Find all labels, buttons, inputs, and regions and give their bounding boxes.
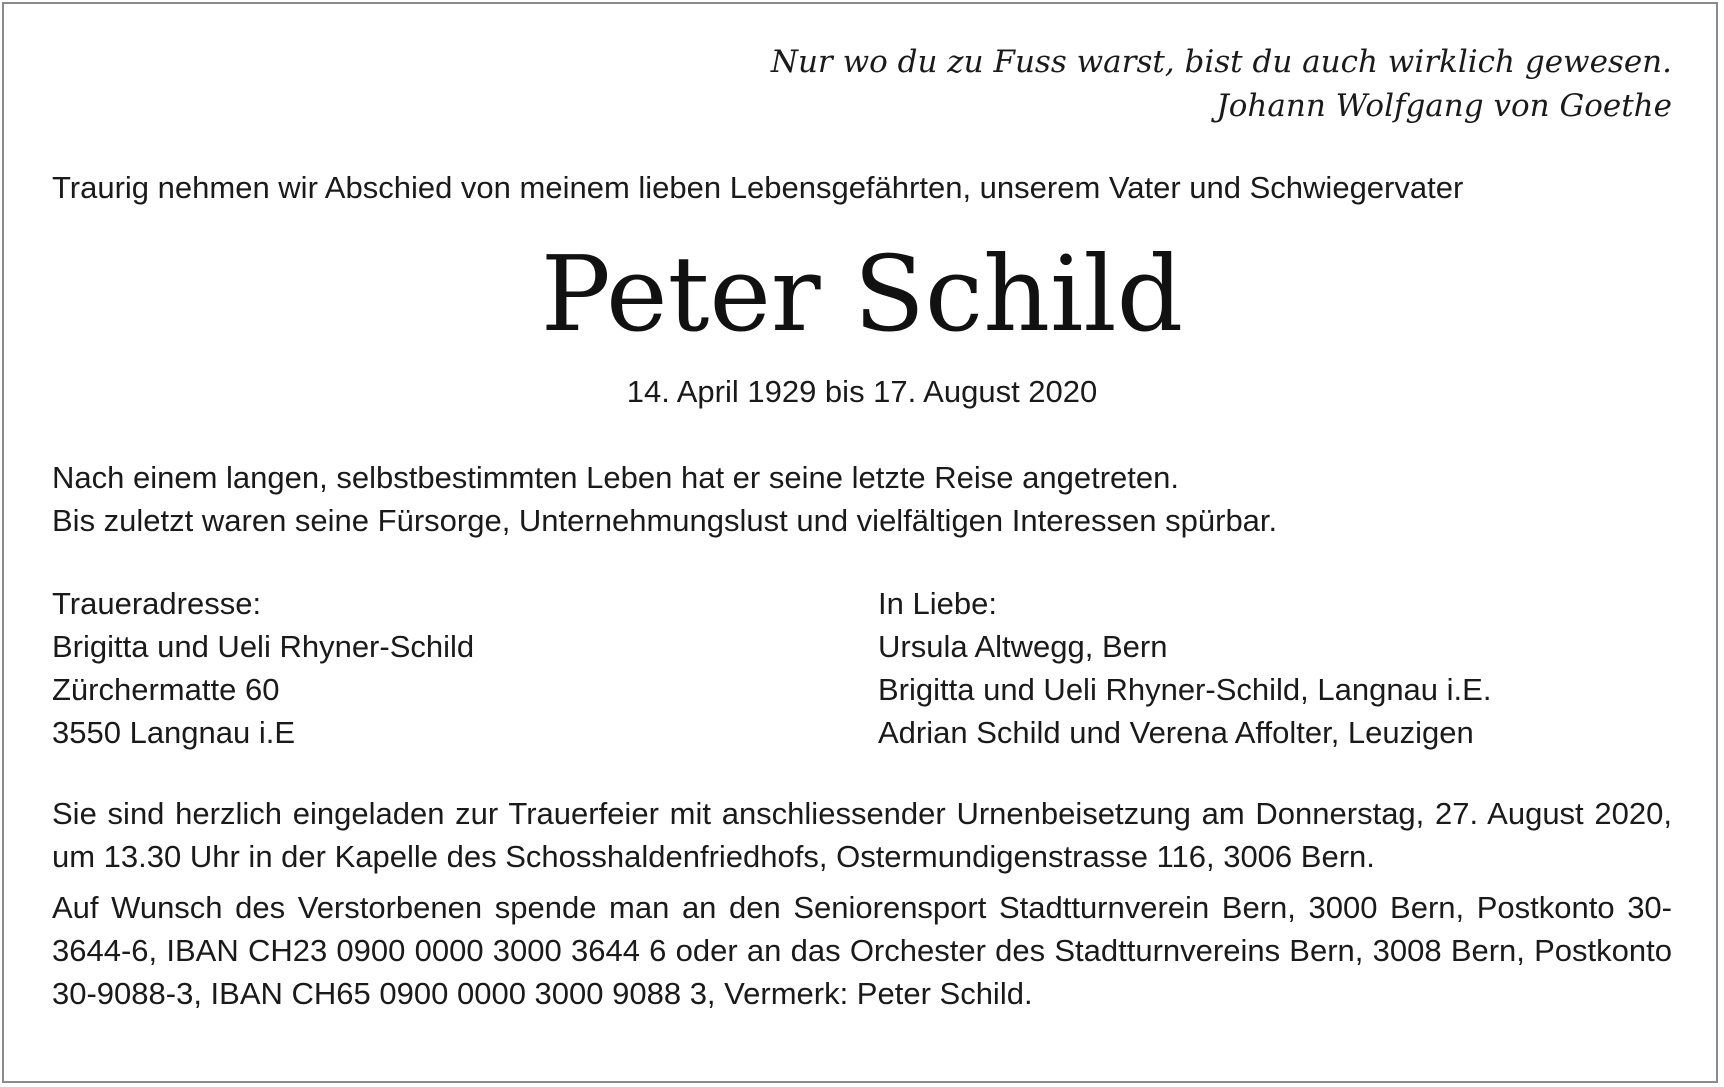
mourner-entry: Ursula Altwegg, Bern [878, 629, 1168, 664]
address-line: 3550 Langnau i.E [52, 715, 296, 750]
epigraph [52, 40, 1672, 128]
epigraph-quote: Nur wo du zu Fuss warst, bist du auch wirklich gewesen. [770, 44, 1672, 80]
mourner-entry: Adrian Schild und Verena Affolter, Leuzigen [878, 715, 1474, 750]
obituary-notice [52, 40, 1672, 1015]
life-dates: 14. April 1929 bis 17. August 2020 [626, 374, 1098, 409]
mourning-address [52, 582, 878, 754]
contact-columns [52, 582, 1672, 754]
ceremony-paragraph: Sie sind herzlich eingeladen zur Trauerfeier mit anschliessender Urnenbeisetzung am Donnerstag, 27. August 2020, um 13.30 Uhr in der Kapelle des Schosshaldenfriedhofs, Ostermundigenstrasse 116, 3006 Bern. [52, 796, 1672, 874]
message-line: Bis zuletzt waren seine Fürsorge, Unternehmungslust und vielfältigen Interessen spürbar. [52, 503, 1278, 538]
message-paragraph [52, 456, 1672, 542]
mourners-list [878, 582, 1672, 754]
address-heading: Traueradresse: [52, 586, 262, 621]
epigraph-author: Johann Wolfgang von Goethe [1216, 88, 1672, 124]
mourner-entry: Brigitta und Ueli Rhyner-Schild, Langnau i.E. [878, 672, 1492, 707]
message-line: Nach einem langen, selbstbestimmten Leben hat er seine letzte Reise angetreten. [52, 460, 1180, 495]
intro-text: Traurig nehmen wir Abschied von meinem lieben Lebensgefährten, unserem Vater und Schwiegervater [52, 170, 1464, 205]
address-line: Brigitta und Ueli Rhyner-Schild [52, 629, 475, 664]
address-line: Zürchermatte 60 [52, 672, 280, 707]
deceased-name: Peter Schild [540, 233, 1184, 355]
donation-paragraph: Auf Wunsch des Verstorbenen spende man an den Seniorensport Stadtturnverein Bern, 3000 Bern, Postkonto 30-3644-6, IBAN CH23 0900 0000 3000 3644 6 oder an das Orchester des Stadtturnvereins Bern, 3008 Bern, Postkonto 30-9088-3, IBAN CH65 0900 0000 3000 9088 3, Vermerk: Peter Schild. [52, 890, 1672, 1011]
mourners-heading: In Liebe: [878, 586, 997, 621]
